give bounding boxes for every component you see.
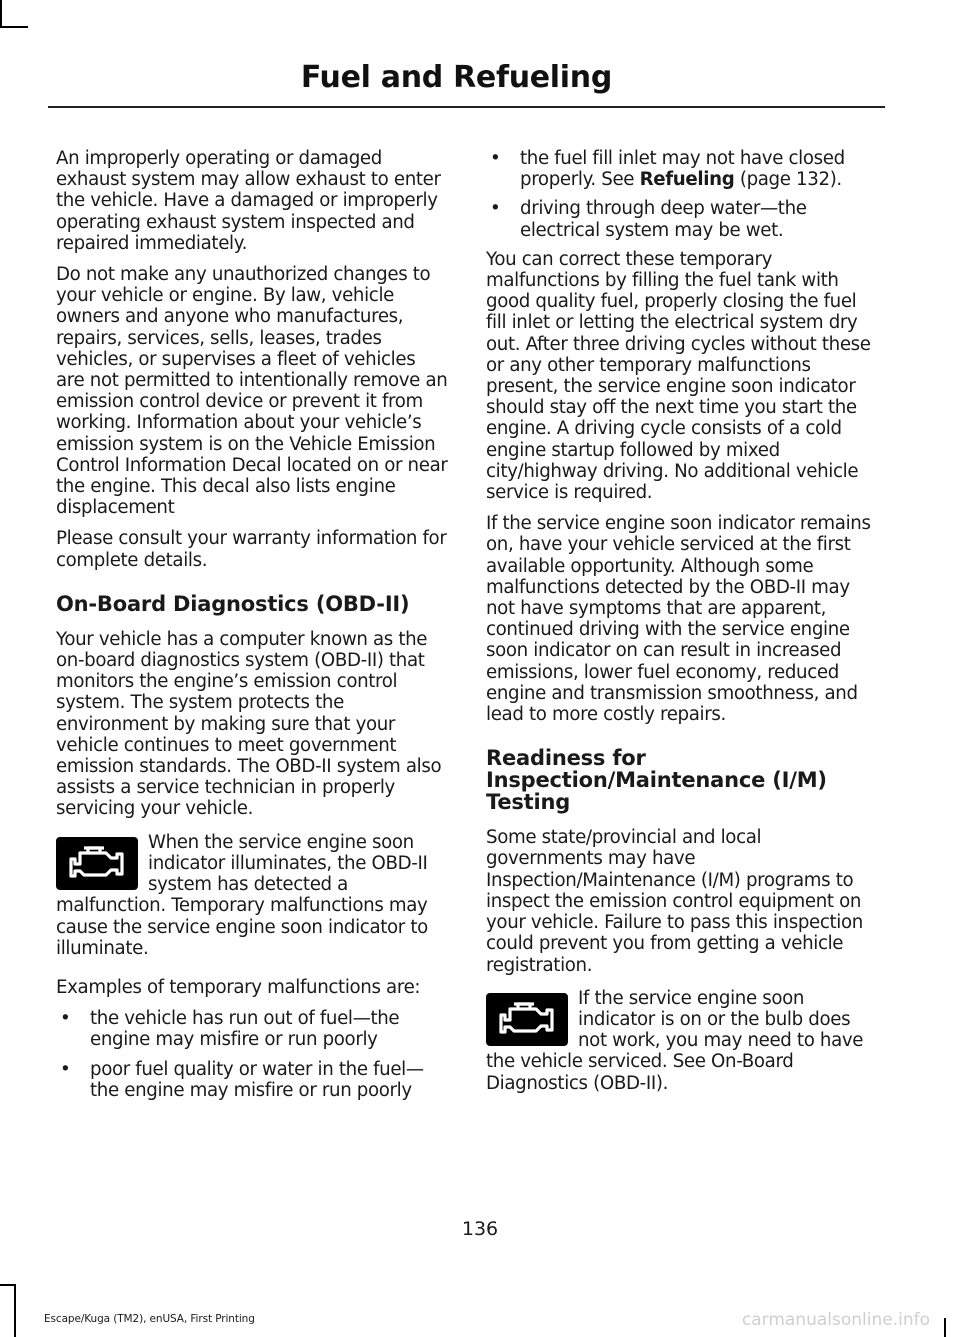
right-column — [486, 148, 880, 1104]
list-item-text-start: the fuel fill inlet may not have closed properly. See — [520, 148, 845, 191]
list-item-text: poor fuel quality or water in the fuel—the engine may misfire or run poorly — [90, 1058, 424, 1101]
list-item-text — [520, 148, 845, 190]
crop-mark — [0, 1284, 16, 1286]
header-divider — [48, 106, 885, 108]
list-item-text: driving through deep water—the electrical system may be wet. — [520, 198, 807, 241]
list-item-text: the vehicle has run out of fuel—the engine may misfire or run poorly — [90, 1008, 400, 1051]
list-item — [486, 198, 880, 240]
list-item — [56, 1008, 448, 1050]
section-heading: On-Board Diagnostics (OBD-II) — [56, 591, 410, 616]
bullet-dot: • — [60, 1058, 71, 1080]
bullet-dot: • — [60, 1008, 71, 1030]
bullet-dot: • — [490, 198, 501, 220]
watermark: carmanualsonline.info — [741, 1310, 930, 1330]
paragraph: Do not make any unauthorized changes to your vehicle or engine. By law, vehicle owners and anyone who manufactures, repairs, services, sells, leases, trades vehicles, or supervises a fleet of vehicles are not permitted to intentionally remove an emission control device or prevent it from working. Information about your vehicle’s emission system is on the Vehicle Emission Control Information Decal located on or near the engine. This decal also lists engine displacement — [56, 264, 448, 519]
list-item — [486, 148, 880, 190]
paragraph: You can correct these temporary malfunctions by filling the fuel tank with good quality fuel, properly closing the fuel fill inlet or letting the electrical system dry out. After three driving cycles without these or any other temporary malfunctions present, the service engine soon indicator should stay off the next time you start the engine. A driving cycle consists of a cold engine startup followed by mixed city/highway driving. No additional vehicle service is required. — [486, 248, 871, 504]
check-engine-icon — [486, 993, 568, 1046]
paragraph-text: If the service engine soon indicator is on or the bulb does not work, you may need to have the vehicle serviced. See On-Board Diagnostics (OBD-II). — [486, 987, 864, 1094]
left-column — [56, 148, 448, 1109]
refueling-link[interactable]: Refueling — [639, 169, 735, 191]
check-engine-icon — [56, 837, 138, 890]
indicator-paragraph — [56, 832, 448, 959]
page-number: 136 — [461, 1218, 499, 1240]
paragraph: Examples of temporary malfunctions are: — [56, 976, 421, 998]
paragraph-text: When the service engine soon indicator illuminates, the OBD-II system has detected a malfunction. Temporary malfunctions may cause the service engine soon indicator to illuminate. — [56, 831, 428, 959]
indicator-paragraph — [486, 988, 880, 1094]
bullet-dot: • — [490, 148, 501, 169]
crop-mark — [944, 1318, 946, 1337]
paragraph: If the service engine soon indicator remains on, have your vehicle serviced at the first available opportunity. Although some malfunctions detected by the OBD-II may not have symptoms that are apparent, continued driving with the service engine soon indicator on can result in increased emissions, lower fuel economy, reduced engine and transmission smoothness, and lead to more costly repairs. — [486, 513, 871, 726]
paragraph: Please consult your warranty information for complete details. — [56, 528, 447, 571]
list-item — [56, 1059, 448, 1101]
section-heading: Readiness for Inspection/Maintenance (I/M) Testing — [486, 746, 827, 815]
paragraph: Your vehicle has a computer known as the on-board diagnostics system (OBD-II) that monitors the engine’s emission control system. The system protects the environment by making sure that your vehicle continues to meet government emission standards. The OBD-II system also assists a service technician in properly servicing your vehicle. — [56, 628, 442, 820]
crop-mark — [0, 0, 2, 28]
page-title: Fuel and Refueling — [300, 60, 612, 95]
crop-mark — [14, 1284, 16, 1337]
paragraph: Some state/provincial and local governments may have Inspection/Maintenance (I/M) programs to inspect the emission control equipment on your vehicle. Failure to pass this inspection could prevent you from getting a vehicle registration. — [486, 827, 863, 976]
paragraph: An improperly operating or damaged exhaust system may allow exhaust to enter the vehicle. Have a damaged or improperly operating exhaust system inspected and repaired immediately. — [56, 148, 441, 254]
list-item-text-end: (page 132). — [734, 169, 842, 191]
crop-mark — [0, 26, 28, 28]
edition-footer: Escape/Kuga (TM2), enUSA, First Printing — [44, 1313, 255, 1325]
